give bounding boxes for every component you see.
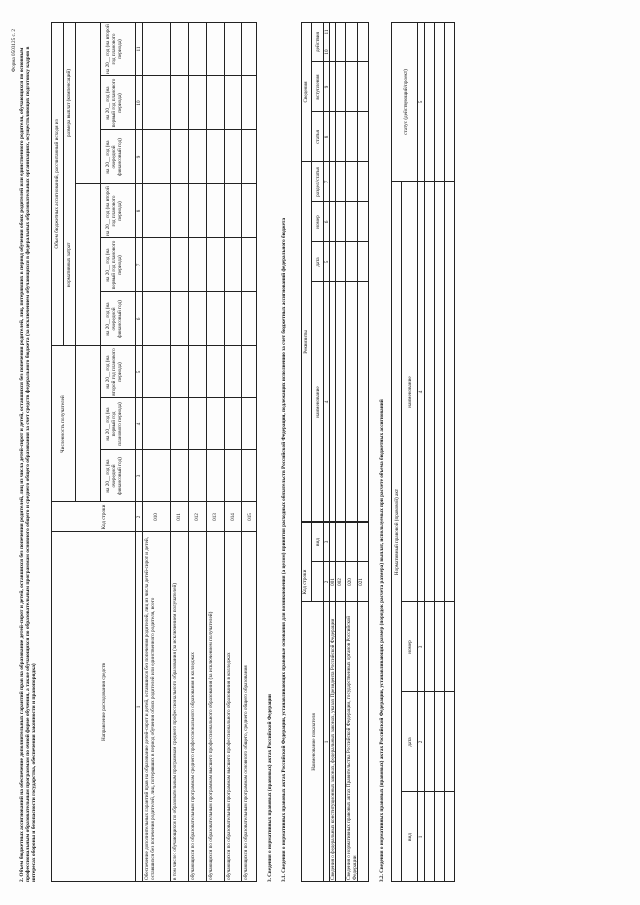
col-title-header: наименование — [407, 376, 413, 408]
year-header: на 20__ год (на очередной финансовый год) — [105, 300, 124, 338]
year-header: на 20__ год (на второй год планового периода) — [105, 24, 124, 74]
col-num: 3 — [324, 540, 330, 544]
table-row-label: обучающихся по образовательным программам высшего профессионального образования в колледжах — [226, 652, 232, 880]
col-title-header: наименование — [315, 386, 321, 418]
col-date-header: дата — [315, 257, 321, 267]
form-number: Форма 0503125 с. 2 — [11, 29, 17, 72]
col-num: 9 — [136, 155, 142, 159]
col-num: 11 — [136, 46, 142, 52]
row-code: 014 — [230, 513, 236, 521]
col-num: 3 — [136, 474, 142, 478]
group-validity-header: Сведения — [303, 81, 309, 103]
col-date-header: дата — [407, 737, 413, 747]
col-num: 4 — [136, 422, 142, 426]
year-header: на 20__ год (на второй год планового периода) — [105, 186, 124, 236]
col-num: 10 — [136, 100, 142, 106]
col-num: 1 — [324, 740, 330, 744]
col-num: 7 — [136, 263, 142, 267]
col-num: 9 — [324, 85, 330, 89]
col-code-header: Код строки — [101, 504, 107, 530]
col-direction-header: Направление расходования средств — [101, 663, 107, 741]
col-section-header: раздел/статья — [315, 167, 321, 197]
table-row-label: обучающихся по образовательным программам высшего профессионального образования (за исключением получателей) — [208, 611, 214, 880]
row-code: 015 — [247, 513, 253, 521]
col-status-header: статус (действующий/проект) — [403, 69, 409, 135]
section32-title: 3.2. Сведения о нормативных правовых (правовых) актах Российской Федерации, устанавливающих размер (порядок расчета размера) выплат, используемых при расчете объема бюджетных ассигнований — [379, 399, 385, 882]
year-header: на 20__ год (на второй год планового периода) — [105, 348, 124, 396]
col-article-header: статья — [315, 130, 321, 144]
group-count-header: Численность получателей — [60, 395, 66, 453]
sub-norm-header: нормативных затрат — [66, 242, 72, 288]
col-type-header: вид — [315, 538, 321, 546]
col-num: 5 — [418, 100, 424, 104]
section3-title: 3. Сведения о нормативных правовых (правовых) актах Российской Федерации — [267, 694, 273, 882]
table-row-label: в том числе: обучающихся по образовательным программам среднего профессионального образования (за исключением получателей) — [172, 583, 178, 880]
col-num: 2 — [418, 740, 424, 744]
col-num: 5 — [324, 260, 330, 264]
col-num: 4 — [418, 390, 424, 394]
col-num: 11 — [324, 29, 330, 35]
row-code: 020 — [347, 578, 353, 586]
col-num: 2 — [324, 580, 330, 584]
section31-title: 3.1. Сведения о нормативных правовых актах Российской Федерации, устанавливающих правовые основания для возникновения (а целом) принятия расходных обязательств Российской Федерации, подлежащих исполнению за счет бюджетных ассигнований федерального бюджета — [281, 217, 287, 882]
row-code: 012 — [194, 513, 200, 521]
col-num: 2 — [136, 515, 142, 519]
col-type-header: вид — [407, 833, 413, 841]
col-num: 3 — [418, 645, 424, 649]
col-num: 1 — [136, 705, 142, 709]
col-code-header: Код строки — [302, 569, 308, 595]
table-row-label: обучающихся по образовательным программам среднего профессионального образования в колледжах — [190, 652, 196, 880]
col-num: 8 — [324, 135, 330, 139]
col-until-header: действия — [315, 32, 321, 52]
col-num: 6 — [136, 317, 142, 321]
col-num: 6 — [324, 220, 330, 224]
year-header: на 20__ год (на первый год планового периода) — [105, 240, 124, 290]
table-row-label: обучающихся по образовательным программам основного общего, среднего общего образования — [243, 665, 249, 880]
col-num: 4 — [324, 400, 330, 404]
col-number-header: номер — [315, 215, 321, 229]
row-code: 013 — [212, 513, 218, 521]
col-number-header: номер — [407, 640, 413, 654]
table3-group-header: Нормативный правовой (правовой) акт — [394, 488, 400, 576]
section2-title: 2. Объем бюджетных ассигнований на обеспечение дополнительных гарантий прав на образование детей-сирот и детей, оставшихся без попечения родителей, лиц из числа детей-сирот и детей, оставшихся без попечения родителей, лиц, потерявших в период обучения обоих родителей или единственного родителя, обучающихся по основным профессиональным образовательным программам по очной форме обучения, а также обучающихся по образовательным программам основного общего и среднего общего образования за счет средств федерального бюджета (за исключением обучающихся в федеральных образовательных организациях, осуществляющих подготовку кадров в интересах обороны и безопасности государства, обеспечения законности и правопорядка) — [19, 46, 38, 882]
table-row-label: Обеспечение дополнительных гарантий прав на образование детей-сирот и детей, оставшихся без попечения родителей, лиц из числа детей-сирот и детей, оставшихся без попечения родителей, лиц, потерявших в период обучения обоих родителей или единственного родителя, всего — [144, 537, 157, 880]
col-num: 8 — [136, 209, 142, 213]
col-num: 1 — [418, 835, 424, 839]
col-from-header: вступления — [315, 74, 321, 100]
row-code: 002 — [337, 578, 343, 586]
row-code: 010 — [153, 513, 159, 521]
group-details-header: Реквизиты — [303, 330, 309, 354]
year-header: на 20__ год (на первый год планового периода) — [105, 402, 124, 446]
table-row-label: Сведения о нормативных правовых актах Правительства Российской Федерации, государственных органов Российской Федерации — [346, 615, 359, 880]
table-row-label: Сведения о федеральных конституционных законах, федеральных законах, указах Президента Российской Федерации — [330, 618, 336, 880]
row-code: 021 — [358, 578, 364, 586]
rotated-form-content — [5, 4, 635, 902]
row-code: 001 — [330, 578, 336, 586]
year-header: на 20__ год (на очередной финансовый год) — [105, 138, 124, 176]
year-header: на 20__ год (на очередной финансовый год) — [105, 457, 124, 495]
col-name-header: Наименование показателя — [311, 713, 317, 771]
row-code: 011 — [176, 513, 182, 521]
col-num: 10 — [324, 49, 330, 55]
sub-size-header: размера выплат (компенсаций) — [66, 68, 72, 138]
group-volume-header: Объем бюджетных ассигнований, рассчитанный исходя из — [54, 119, 60, 249]
year-header: на 20__ год (на первый год планового периода) — [105, 78, 124, 128]
col-num: 5 — [136, 370, 142, 374]
col-num: 7 — [324, 180, 330, 184]
